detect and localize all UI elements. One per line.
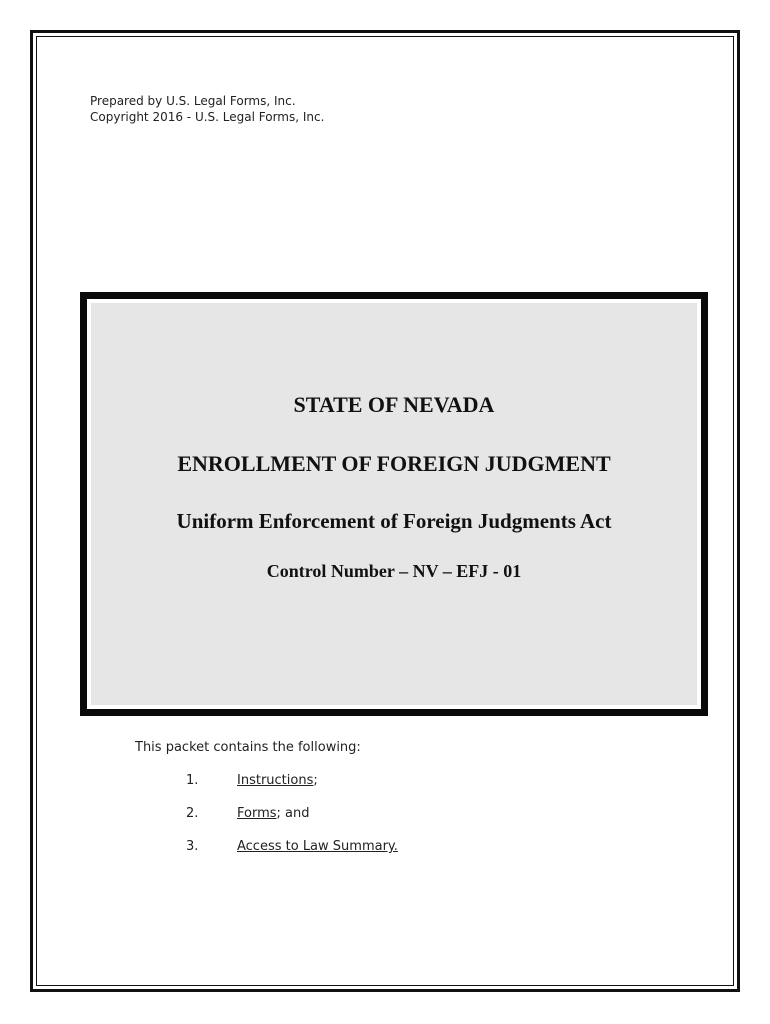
- prepared-by-text: Prepared by U.S. Legal Forms, Inc.: [90, 94, 296, 108]
- list-item-number: 1.: [186, 773, 199, 788]
- list-item-number: 2.: [186, 806, 199, 821]
- control-number: Control Number – NV – EFJ - 01: [266, 561, 522, 581]
- list-item-suffix: ; and: [276, 806, 310, 821]
- list-item: [186, 773, 318, 788]
- instructions-link[interactable]: Instructions: [237, 773, 314, 788]
- list-item-suffix: ;: [313, 773, 318, 788]
- act-title: Uniform Enforcement of Foreign Judgments Act: [176, 509, 612, 533]
- copyright-text: Copyright 2016 - U.S. Legal Forms, Inc.: [90, 110, 325, 124]
- state-heading: STATE OF NEVADA: [293, 392, 495, 417]
- title-box: [80, 292, 708, 716]
- packet-intro: This packet contains the following:: [135, 740, 361, 755]
- list-item: [186, 806, 310, 821]
- title-box-panel: [91, 303, 697, 705]
- list-item-number: 3.: [186, 839, 199, 854]
- law-summary-link[interactable]: Access to Law Summary.: [237, 839, 398, 854]
- list-item: [186, 839, 398, 854]
- forms-link[interactable]: Forms: [237, 806, 277, 821]
- document-title: ENROLLMENT OF FOREIGN JUDGMENT: [177, 451, 611, 476]
- preparer-block: [90, 93, 324, 125]
